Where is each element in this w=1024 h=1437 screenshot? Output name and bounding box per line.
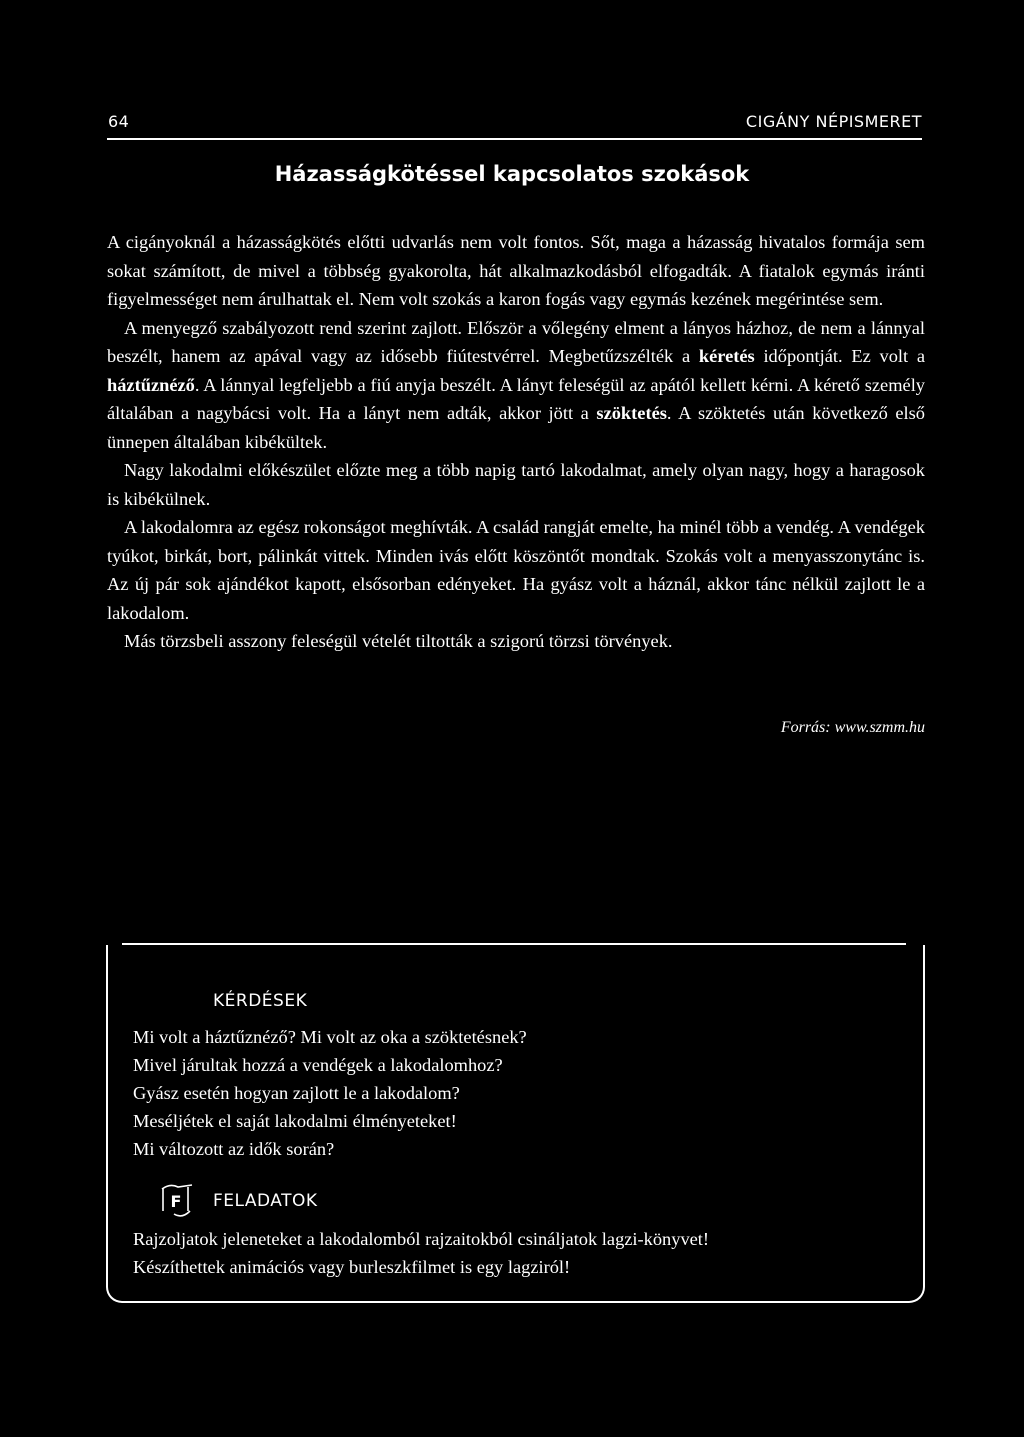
tasks-list: [133, 1225, 709, 1281]
questions-heading: KÉRDÉSEK: [213, 991, 308, 1011]
question-item: Mi volt a háztűznéző? Mi volt az oka a szöktetésnek?: [133, 1027, 527, 1047]
article-body: [107, 228, 925, 656]
text-span: időpontját. Ez volt a: [754, 346, 926, 366]
text-span: . A lánnyal legfeljebb a fiú anyja beszélt. A lányt feleségül az apától kellett kérni. A kérető személy általában a nagybácsi volt. Ha a lányt nem adták, akkor jött a: [107, 374, 925, 423]
text-span: A menyegző szabályozott rend szerint zajlott. Először a vőlegény elment a lányos házhoz, de nem a lánnyal beszélt, hanem az apával vagy az idősebb fiútestvérrel. Megbetűzszélték a: [107, 317, 925, 366]
page-number: 64: [108, 112, 130, 131]
paragraph-1: A cigányoknál a házasságkötés előtti udvarlás nem volt fontos. Sőt, maga a házasság hivatalos formája sem sokat számított, de mivel a többség gyakorolta, hát alkalmazkodásból elfogadták. A fiatalok egymás iránti figyelmességet nem árulhattak el. Nem volt szokás a karon fogás vagy egymás kezének megérintése sem.: [107, 232, 925, 309]
page-header: [107, 108, 922, 140]
tasks-heading: FELADATOK: [213, 1191, 318, 1211]
source-citation: Forrás: www.szmm.hu: [780, 719, 925, 736]
section-title: Házasságkötéssel kapcsolatos szokások: [274, 162, 750, 186]
paragraph-5: Más törzsbeli asszony feleségül vételét tiltották a szigorú törzsi törvények.: [124, 631, 673, 651]
term-haztuznezo: háztűznéző: [107, 374, 195, 395]
paragraph-4: A lakodalomra az egész rokonságot meghívták. A család rangját emelte, ha minél több a vendég. A vendégek tyúkot, birkát, bort, pálinkát vittek. Minden ivás előtt köszöntőt mondtak. Szokás volt a menyasszonytánc is. Az új pár sok ajándékot kapott, elsősorban edényeket. Ha gyász volt a háznál, akkor tánc nélkül zajlott le a lakodalom.: [107, 517, 925, 623]
question-item: Gyász esetén hogyan zajlott le a lakodalom?: [133, 1083, 460, 1103]
term-keretes: kéretés: [698, 346, 755, 366]
term-szoktetes: szöktetés: [596, 403, 667, 423]
question-item: Meséljétek el saját lakodalmi élményeteket!: [133, 1111, 457, 1131]
task-item: Készíthettek animációs vagy burleszkfilmet is egy lagziról!: [133, 1257, 571, 1277]
running-title: CIGÁNY NÉPISMERET: [745, 112, 922, 131]
paragraph-2: [107, 314, 925, 457]
task-item: Rajzoljatok jeleneteket a lakodalomból rajzaitokból csináljatok lagzi-könyvet!: [133, 1229, 710, 1249]
question-item: Mivel járultak hozzá a vendégek a lakodalomhoz?: [133, 1055, 503, 1075]
paragraph-3: Nagy lakodalmi előkészület előzte meg a több napig tartó lakodalmat, amely olyan nagy, hogy a haragosok is kibékülnek.: [107, 460, 925, 509]
f-task-icon: [160, 1181, 194, 1221]
question-item: Mi változott az idők során?: [133, 1139, 335, 1159]
text-span: . A szöktetés után következő első ünnepen általában kibékültek.: [107, 403, 925, 452]
questions-list: [133, 1023, 527, 1163]
f-icon-letter: F: [170, 1192, 182, 1211]
